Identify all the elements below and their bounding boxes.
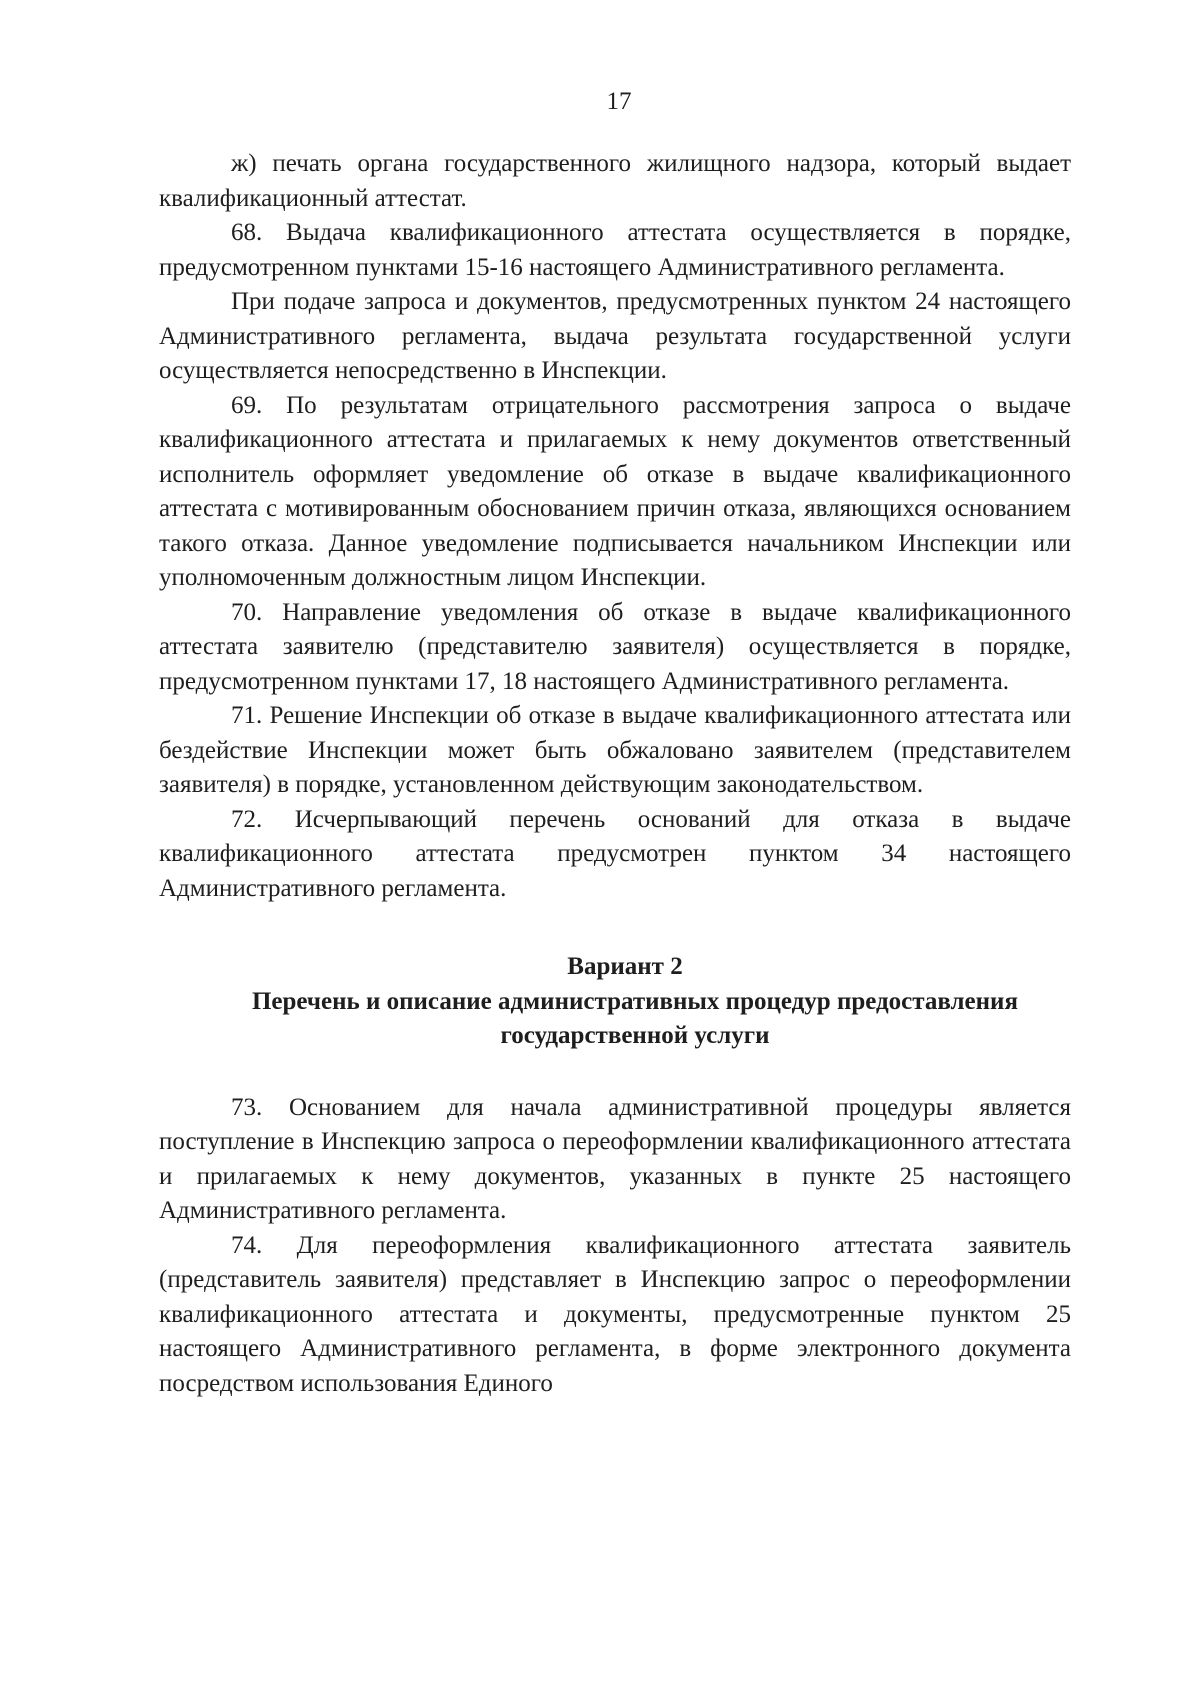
page-number: 17 bbox=[606, 88, 632, 115]
paragraph-73: 73. Основанием для начала административной процедуры является поступление в Инспекцию запроса о переоформлении квалификационного аттестата и прилагаемых к нему документов, указанных в пункте 25 настоящего Административного регламента. bbox=[159, 1093, 1071, 1224]
paragraph-69: 69. По результатам отрицательного рассмотрения запроса о выдаче квалификационного аттестата и прилагаемых к нему документов ответственный исполнитель оформляет уведомление об отказе в выдаче квалификационного аттестата с мотивированным обоснованием причин отказа, являющихся основанием такого отказа. Данное уведомление подписывается начальником Инспекции или уполномоченным должностным лицом Инспекции. bbox=[159, 391, 1071, 591]
paragraph-70: 70. Направление уведомления об отказе в выдаче квалификационного аттестата заявителю (представителю заявителя) осуществляется в порядке, предусмотренном пунктами 17, 18 настоящего Административного регламента. bbox=[159, 598, 1071, 695]
paragraph-72: 72. Исчерпывающий перечень оснований для отказа в выдаче квалификационного аттестата предусмотрен пунктом 34 настоящего Административного регламента. bbox=[159, 805, 1071, 902]
section-heading bbox=[159, 950, 1071, 1054]
paragraph-71: 71. Решение Инспекции об отказе в выдаче квалификационного аттестата или бездействие Инспекции может быть обжаловано заявителем (представителем заявителя) в порядке, установленном действующим законодательством. bbox=[159, 702, 1071, 798]
section-title-line-1: Перечень и описание административных процедур предоставления bbox=[251, 987, 1018, 1015]
document-body bbox=[159, 147, 1071, 1401]
section-variant-title: Вариант 2 bbox=[567, 953, 683, 980]
section-title-line-2: государственной услуги bbox=[500, 1022, 770, 1049]
paragraph-68: 68. Выдача квалификационного аттестата осуществляется в порядке, предусмотренном пунктами 15-16 настоящего Административного регламента. bbox=[159, 219, 1071, 281]
paragraph-68-continuation: При подаче запроса и документов, предусмотренных пунктом 24 настоящего Административного регламента, выдача результата государственной услуги осуществляется непосредственно в Инспекции. bbox=[159, 288, 1071, 384]
paragraph-item-zh: ж) печать органа государственного жилищного надзора, который выдает квалификационный аттестат. bbox=[159, 150, 1071, 212]
paragraph-74: 74. Для переоформления квалификационного аттестата заявитель (представитель заявителя) представляет в Инспекцию запрос о переоформлении квалификационного аттестата и документы, предусмотренные пунктом 25 настоящего Административного регламента, в форме электронного документа посредством использования Единого bbox=[159, 1231, 1071, 1397]
